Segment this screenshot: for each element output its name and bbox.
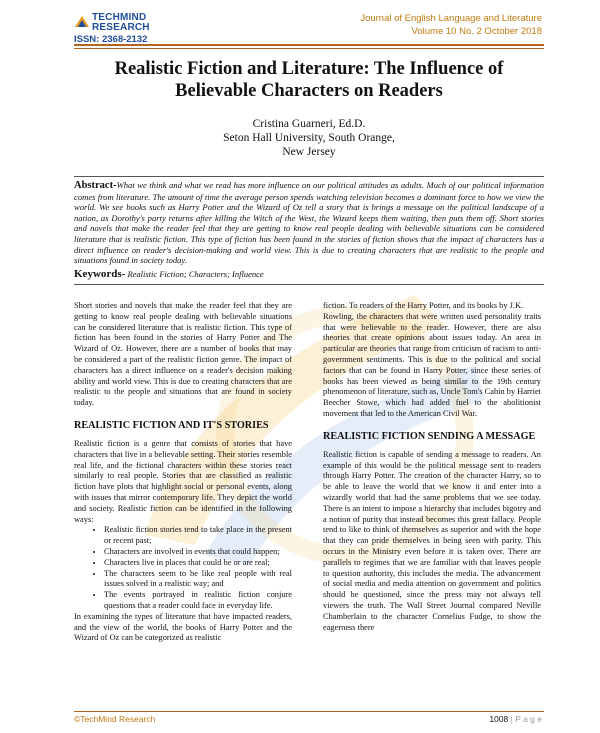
abstract-top-rule — [74, 176, 544, 177]
continued-paragraph: fiction. To readers of the Harry Potter, and its books by J.K. — [323, 301, 524, 310]
abstract-label: Abstract- — [74, 180, 117, 191]
issn: ISSN: 2368-2132 — [74, 34, 148, 45]
stories-paragraph: Realistic fiction is a genre that consists of stories that have characters that live in a believable setting. Their stories resemble real life, and the fictional characters within these stories react similarly to real people. Stories that are classified as realistic fiction have plots that highlight social or personal events, along with issues that mirror contemporary life. They depict the world and society. Realistic fiction can be identified in the following ways: — [74, 438, 292, 524]
keywords-text: Realistic Fiction; Characters; Influence — [127, 269, 264, 279]
page-label: P a g e — [515, 714, 542, 724]
list-item: • The characters seem to be like real people with real issues solved in a realistic way; and — [104, 569, 292, 591]
footer-brand — [74, 714, 155, 724]
section-heading-message: REALISTIC FICTION SENDING A MESSAGE — [323, 430, 536, 442]
keywords — [74, 268, 544, 280]
journal-name: Journal of English Language and Literature — [360, 13, 542, 24]
title-line1: Realistic Fiction and Literature: The Influence of — [114, 59, 504, 79]
keywords-label: Keywords- — [74, 268, 126, 280]
journal-info — [360, 12, 542, 38]
logo-wordmark — [92, 13, 150, 33]
page-number: 1008 — [489, 714, 509, 724]
abstract-text: What we think and what we read has more influence on our political attitudes as adults. Much of our political information comes from literature. The amount of time the average person spends watching television becomes a dominant force to how we view the world. We see books such as Harry Potter and the Wizard of Oz tell a story that is brings a message on the political landscape of a nation, as Dorothy's party returns after killing the Witch of the West, the Wizard keeps them waiting, then puts them off. Short stories and novels that make the reader feel that they are getting to know real people dealing with believable situations can be considered literature that is realistic fiction. This type of fiction has been found in the stories of fiction shows that the impact of characters has a direct influence on reader's decision-making and world view. This is due to creating characters that are realistic to the people and situations found in society today. — [74, 180, 544, 266]
keywords-bottom-rule — [74, 284, 544, 285]
author-affiliation: Seton Hall University, South Orange, — [223, 132, 395, 144]
examining-paragraph: In examining the types of literature that have impacted readers, and the view of the world, the books of Harry Potter and the Wizard of Oz can be categorized as realistic — [74, 611, 292, 643]
section-heading-stories: REALISTIC FICTION AND IT'S STORIES — [74, 419, 269, 431]
copyright-symbol: © — [74, 714, 81, 724]
rowling-paragraph: Rowling, the characters that were written used personality traits that were believable to the reader. However, there are also theories that create opinions about issues today. An area in particular are theories that range from criticism of racism to anti-government sentiments. This is due to the political and social factors that can be found in Harry Potter, since these series of books has been viewed as being similar to the 19th century phenomenon of literature, such as, Uncle Tom's Cabin by Harriet Beecher Stowe, which had added fuel to the abolitionist movement that led to the American Civil War. — [323, 311, 541, 418]
header-rule-thin — [74, 48, 544, 49]
realistic-fiction-list — [74, 525, 292, 611]
right-column — [323, 301, 541, 633]
abstract — [74, 180, 544, 266]
list-item: • Characters live in places that could be or are real; — [104, 558, 292, 569]
author-location: New Jersey — [282, 146, 336, 158]
list-item: • Realistic fiction stories tend to take place in the present or recent past; — [104, 525, 292, 547]
message-paragraph: Realistic fiction is capable of sending a message to readers. An example of this would be the political message sent to readers through Harry Potter. The creation of the character Harry, so to be able to leave the world that we know it and enter into a wizardly world that had the same problems that we see today. There is an intent to impose a hierarchy that includes bigotry and a notion of purity that instead becomes this great fallacy. People tend to like to think of themselves as superior and with the hope that they can pride themselves in being seen with parity. This occurs in the Ministry even before it is taken over. There are parallels to regimes that we are familiar with that leaves people to question authority, this includes the media. The advancement of social media and media attention on government and politics should be questioned, since the press may not always tell viewers the truth. The Wall Street Journal compared Neville Chamberlain to the character Cornelius Fudge, to show the eagerness there — [323, 449, 541, 632]
footer-rule — [74, 711, 544, 712]
journal-volume: Volume 10 No. 2 October 2018 — [411, 26, 542, 37]
left-column — [74, 301, 292, 644]
author-block — [74, 117, 544, 159]
list-item: • The events portrayed in realistic fiction conjure questions that a reader could face in everyday life. — [104, 590, 292, 612]
intro-paragraph: Short stories and novels that make the reader feel that they are getting to know real people dealing with believable situations can be considered literature that is realistic fiction. This type of fiction has been found in the stories of Harry Potter and The Wizard of Oz. However, there are a number of books that may be considered a part of the realistic fiction genre. The impact of characters has a direct influence on a reader's decision making ability and world view. This is due to creating characters that are realistic to the people and situations that are found in society today. — [74, 301, 292, 408]
techmind-logo-icon — [74, 14, 90, 30]
footer-page — [489, 714, 542, 724]
header-rule — [74, 44, 544, 46]
footer-brand-name: TechMind Research — [80, 714, 156, 724]
list-item: • Characters are involved in events that could happen; — [104, 547, 292, 558]
article-title — [74, 58, 544, 102]
author-name: Cristina Guarneri, Ed.D. — [252, 118, 366, 130]
page-separator: | — [510, 714, 513, 724]
title-line2: Believable Characters on Readers — [175, 81, 443, 101]
logo-line2: RESEARCH — [92, 22, 150, 33]
header-logo — [74, 12, 224, 46]
logo-line1: TECHMIND — [92, 12, 147, 23]
